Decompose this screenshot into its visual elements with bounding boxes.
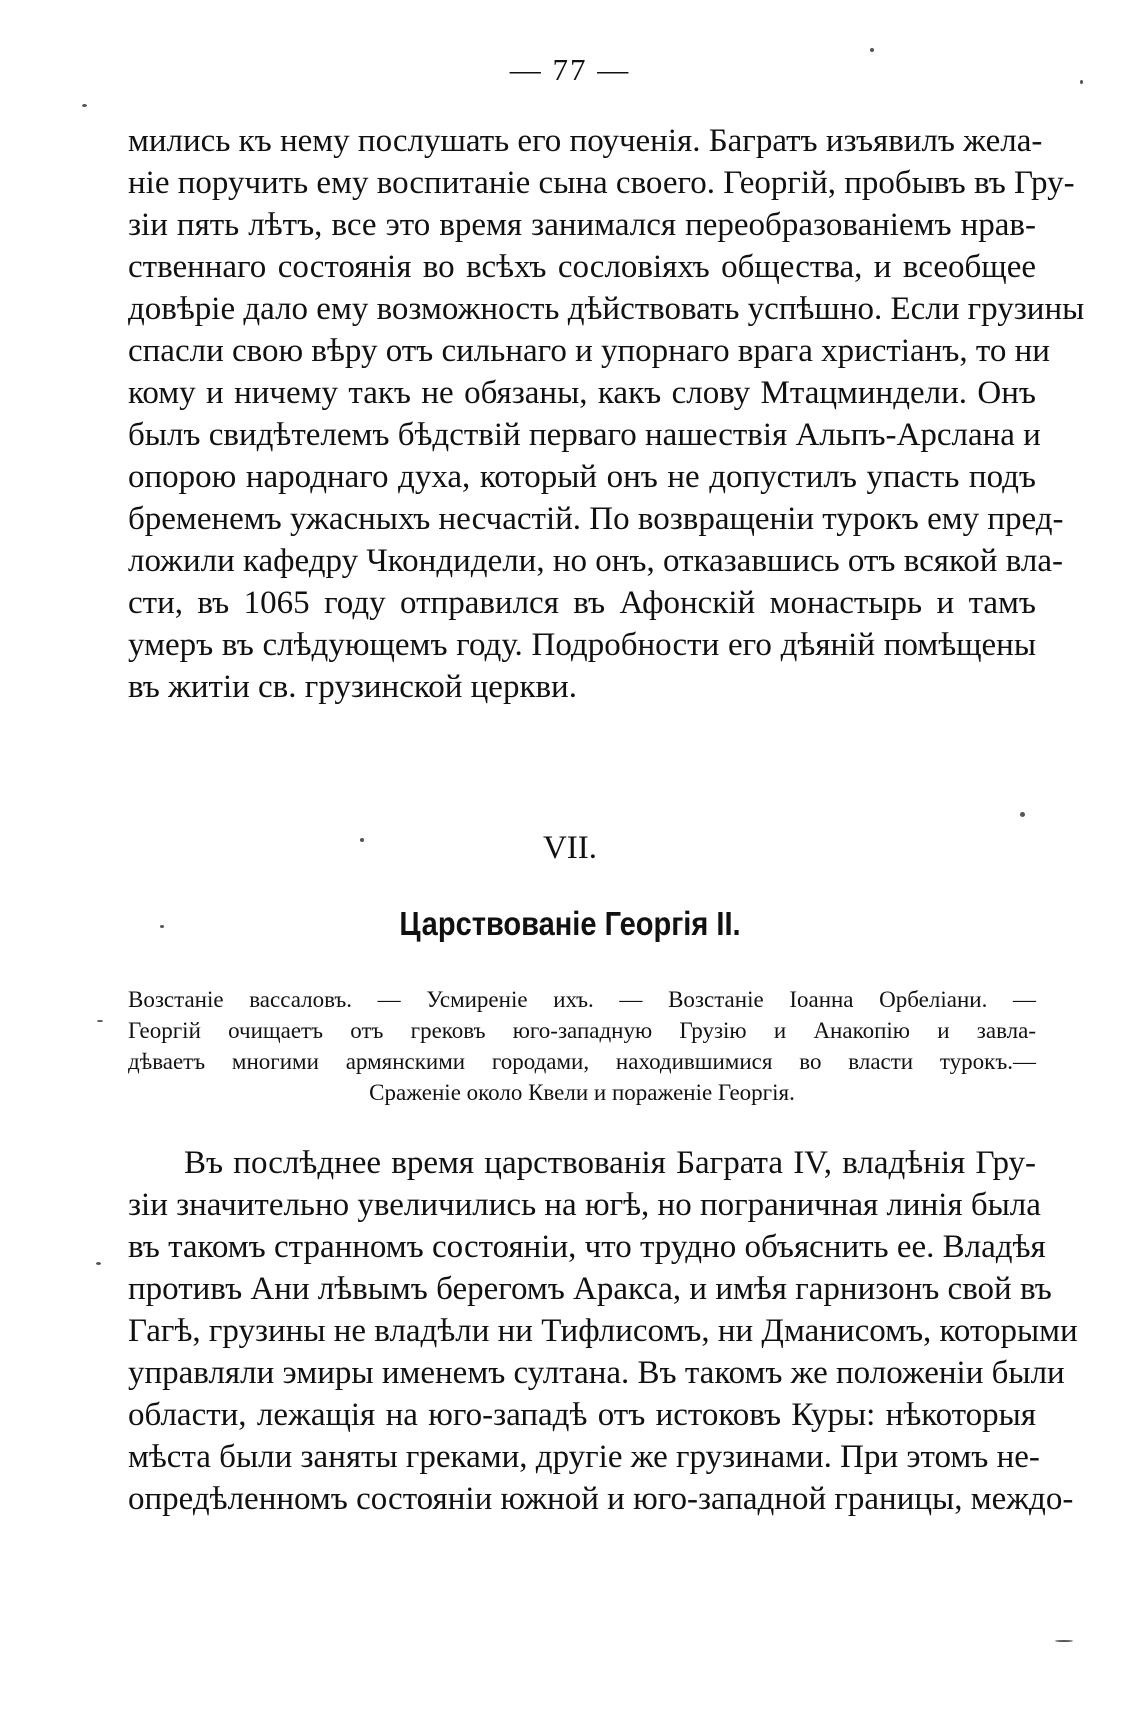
chapter-number: VII. [542,830,598,866]
text-line: кому и ничему такъ не обязаны, какъ слову Мтацминдели. Онъ [128,375,1036,411]
text-line: опорою народнаго духа, который онъ не допустилъ упасть подъ [128,459,1036,495]
text-line: зіи значительно увеличились на югѣ, но пограничная линія была [128,1187,1041,1223]
scan-speck [160,925,164,928]
chapter-title: Царствованіе Георгія II. [399,905,741,942]
text-line: управляли эмиры именемъ султана. Въ такомъ же положеніи были [128,1355,1065,1391]
scan-speck [82,104,87,107]
text-line: Гагѣ, грузины не владѣли ни Тифлисомъ, ни Дманисомъ, которыми [128,1313,1078,1349]
text-line: въ житіи св. грузинской церкви. [128,669,577,705]
text-line: бременемъ ужасныхъ несчастій. По возвращеніи турокъ ему пред- [128,501,1064,537]
text-line: мились къ нему послушать его поученія. Багратъ изъявилъ жела- [128,123,1043,159]
text-line: въ такомъ странномъ состояніи, что трудно объяснить ее. Владѣя [128,1229,1046,1265]
text-line: мѣста были заняты греками, другіе же грузинами. При этомъ не- [128,1439,1040,1475]
text-line: противъ Ани лѣвымъ берегомъ Аракса, и имѣя гарнизонъ свой въ [128,1271,1052,1307]
text-line: ніе поручить ему воспитаніе сына своего. Георгій, пробывъ въ Гру- [128,165,1075,201]
scan-speck [360,838,364,842]
summary-line: Сраженіе около Квели и пораженіе Георгія. [369,1080,795,1105]
text-line: ложили кафедру Чкондидели, но онъ, отказавшись отъ всякой вла- [128,543,1063,579]
text-line: довѣріе дало ему возможность дѣйствовать успѣшно. Если грузины [128,291,1085,327]
scan-speck [870,48,874,52]
text-line: Въ послѣднее время царствованія Баграта IV, владѣнія Гру- [184,1145,1036,1181]
text-line: области, лежащія на юго-западѣ отъ истоковъ Куры: нѣкоторыя [128,1397,1036,1433]
text-line: зіи пять лѣтъ, все это время занимался переобразованіемъ нрав- [128,207,1036,243]
scan-speck [1055,1640,1073,1642]
summary-line: Георгій очищаетъ отъ грековъ юго-западную Грузію и Анакопію и завла- [128,1018,1036,1043]
scan-speck [96,1262,101,1265]
summary-line: Возстаніе вассаловъ. — Усмиреніе ихъ. — Возстаніе Іоанна Орбеліани. — [128,987,1036,1012]
page-number: — 77 — [509,52,631,87]
text-line: сти, въ 1065 году отправился въ Афонскій монастырь и тамъ [128,585,1036,621]
scan-speck [1020,812,1025,817]
scan-speck [1080,80,1083,84]
summary-line: дѣваетъ многими армянскими городами, находившимися во власти турокъ.— [128,1049,1036,1074]
text-line: спасли свою вѣру отъ сильнаго и упорнаго врага христіанъ, то ни [128,333,1050,369]
text-line: ственнаго состоянія во всѣхъ сословіяхъ общества, и всеобщее [128,249,1036,285]
text-line: умеръ въ слѣдующемъ году. Подробности его дѣяній помѣщены [128,627,1036,663]
text-line: былъ свидѣтелемъ бѣдствій перваго нашествія Альпъ-Арслана и [128,417,1041,453]
text-line: опредѣленномъ состояніи южной и юго-западной границы, междо- [128,1481,1074,1517]
scan-speck [97,1020,103,1022]
